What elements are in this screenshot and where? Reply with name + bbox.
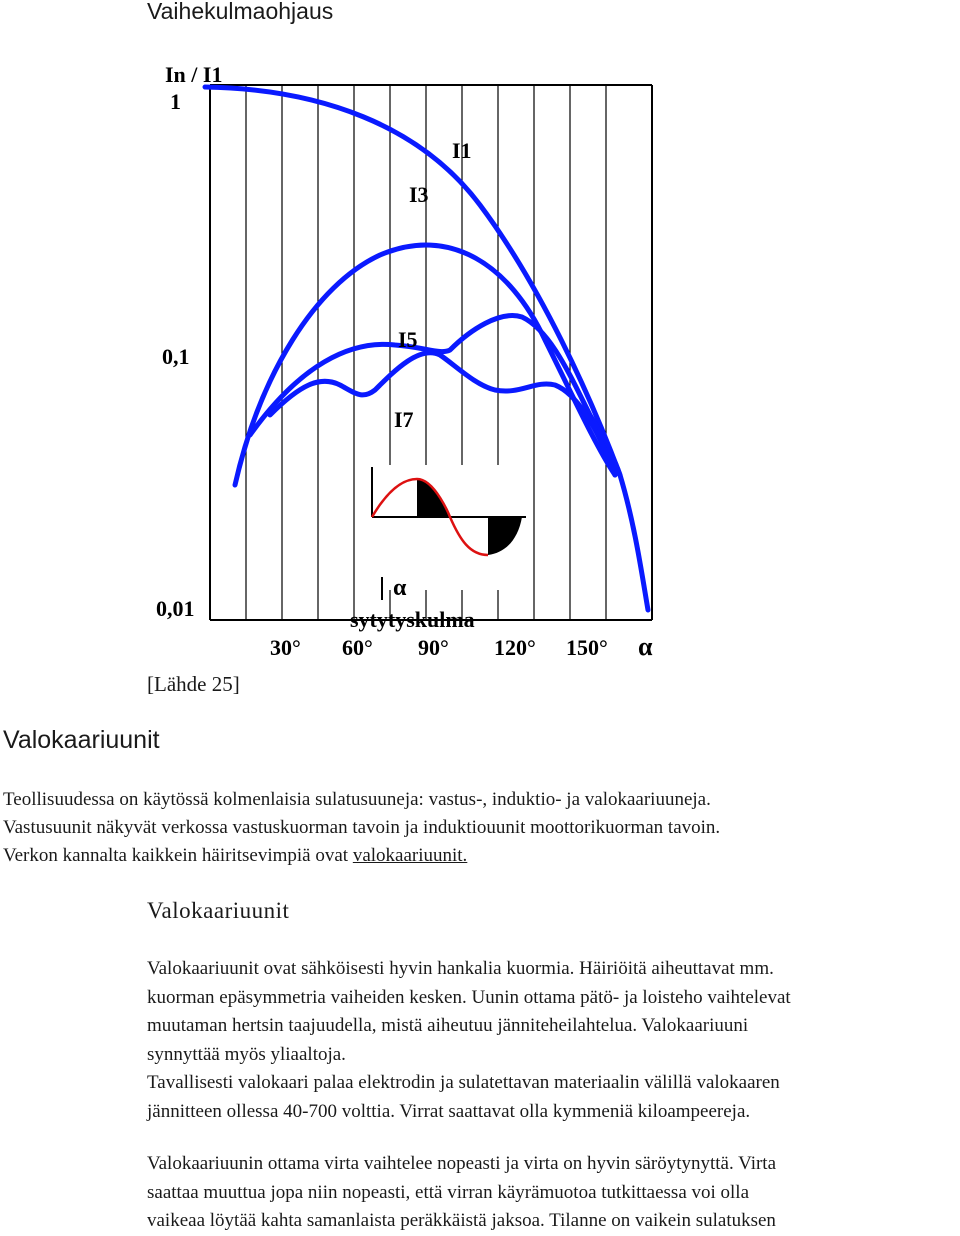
harmonic-current-figure	[150, 55, 670, 665]
curve-i5	[250, 316, 620, 475]
curve-label-i1: I1	[452, 138, 472, 163]
x-tick-150: 150°	[566, 635, 608, 660]
paragraph-1-line: jännitteen ollessa 40-700 volttia. Virrat saattavat olla kymmeniä kiloampeereja.	[147, 1100, 751, 1122]
intro-line-2: Vastusuunit näkyvät verkossa vastuskuorman tavoin ja induktiouunit moottorikuorman tavoin.	[3, 817, 721, 838]
paragraph-1-line: kuorman epäsymmetria vaiheiden kesken. Uunin ottama pätö- ja loisteho vaihtelevat	[147, 986, 791, 1008]
intro-line-3	[3, 842, 953, 870]
x-tick-90: 90°	[418, 635, 449, 660]
curve-label-i5: I5	[398, 327, 418, 352]
figure-source: [Lähde 25]	[147, 672, 240, 696]
curve-i3	[235, 245, 615, 485]
curve-label-i3: I3	[409, 182, 429, 207]
x-tick-30: 30°	[270, 635, 301, 660]
intro-line-1: Teollisuudessa on käytössä kolmenlaisia sulatusuuneja: vastus-, induktio- ja valokaariuuneja.	[3, 789, 711, 810]
paragraph-2-line: vaikeaa löytää kahta samanlaista peräkkäistä jaksoa. Tilanne on vaikein sulatuksen	[147, 1210, 776, 1231]
inset-alpha: α	[393, 575, 407, 601]
paragraph-2-line: Valokaariuunin ottama virta vaihtelee nopeasti ja virta on hyvin säröytynyttä. Virta	[147, 1153, 777, 1174]
paragraph-2	[147, 1150, 957, 1236]
x-tick-60: 60°	[342, 635, 373, 660]
section-heading-valokaariuunit: Valokaariuunit	[3, 726, 160, 754]
paragraph-1-line: Tavallisesti valokaari palaa elektrodin ja sulatettavan materiaalin välillä valokaaren	[147, 1072, 780, 1093]
section-heading-vaihekulmaohjaus: Vaihekulmaohjaus	[147, 0, 334, 24]
paragraph-1-line: Valokaariuunit ovat sähköisesti hyvin hankalia kuormia. Häiriöitä aiheuttavat mm.	[147, 958, 774, 979]
paragraph-1-line: muutaman hertsin taajuudella, mistä aiheutuu jänniteheilahtelua. Valokaariuuni	[147, 1015, 749, 1036]
subheading-valokaariuunit: Valokaariuunit	[147, 898, 290, 923]
valokaariuunit-link[interactable]: valokaariuunit.	[352, 845, 468, 866]
y-axis-label: In / I1	[165, 62, 223, 87]
y-tick-1: 1	[170, 89, 181, 114]
curve-label-i7: I7	[394, 407, 414, 432]
inset-caption: sytytyskulma	[350, 607, 475, 632]
y-tick-0-01: 0,01	[156, 596, 195, 621]
paragraph-1-line: synnyttää myös yliaaltoja.	[147, 1043, 346, 1065]
x-tick-120: 120°	[494, 635, 536, 660]
y-tick-0-1: 0,1	[162, 344, 190, 369]
intro-paragraph	[3, 786, 953, 870]
curve-i7	[270, 353, 615, 475]
paragraph-1	[147, 955, 957, 1126]
intro-line-3-text: Verkon kannalta kaikkein häiritsevimpiä ovat	[3, 845, 353, 866]
paragraph-2-line: saattaa muuttua jopa niin nopeasti, että virran käyrämuotoa tutkittaessa voi olla	[147, 1181, 750, 1203]
x-axis-alpha: α	[638, 632, 653, 661]
